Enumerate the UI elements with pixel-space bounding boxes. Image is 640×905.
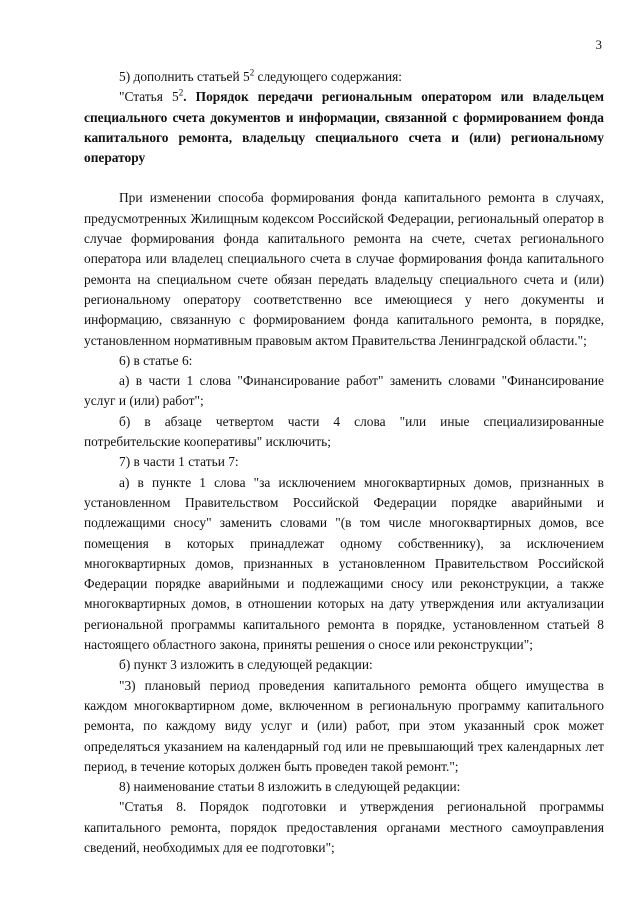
amendment-item-7a: а) в пункте 1 слова "за исключением многоквартирных домов, признанных в установленном Правительством Российской Федерации порядке аварийными и подлежащими сносу" заменить словами "(в том числе многоквартирных домов, все помещения в которых принадлежат одному собственнику), за исключением многоквартирных домов, признанных в установленном Правительством Российской Федерации порядке аварийными и подлежащими сносу или реконструкции, а также многоквартирных домов, в отношении которых на дату утверждения или актуализации региональной программы капитального ремонта в порядке, установленном статьей 8 настоящего областного закона, приняты решения о сносе или реконструкции"; [84, 474, 604, 653]
item-5-superscript: 2 [249, 67, 255, 78]
amendment-item-8-text: "Статья 8. Порядок подготовки и утверждения региональной программы капитального ремонта, порядок предоставления органами местного самоуправления сведений, необходимых для ее подготовки"; [84, 799, 604, 855]
item-5-text-before: 5) дополнить статьей 5 [119, 69, 250, 84]
amendment-item-6b: б) в абзаце четвертом части 4 слова "или иные специализированные потребительские кооперативы" исключить; [84, 413, 604, 450]
item-5-text-after: следующего содержания: [254, 69, 403, 84]
article-heading-title: . Порядок передачи региональным оператором или владельцем специального счета документов и информации, связанной с формированием фонда капитального ремонта, владельцу специального счета и (или) региональному оператору [84, 89, 604, 166]
amendment-item-6a: а) в части 1 слова "Финансирование работ" заменить словами "Финансирование услуг и (или) работ"; [84, 373, 604, 409]
spacer [84, 168, 604, 188]
document-body [84, 67, 604, 858]
amendment-item-6: 6) в статье 6: [119, 352, 193, 368]
amendment-item-7b-text: "3) плановый период проведения капитального ремонта общего имущества в каждом многоквартирном доме, включенном в региональную программу капитального ремонта, по каждому виду услуг и (или) работ, при этом указанный срок может определяться указанием на календарный год или не превышающий трех календарных лет период, в течение которых должен быть проведен такой ремонт."; [84, 677, 604, 774]
amendment-item-7b: б) пункт 3 изложить в следующей редакции: [119, 657, 373, 673]
article-body: При изменении способа формирования фонда капитального ремонта в случаях, предусмотренных Жилищным кодексом Российской Федерации, региональный оператор в случае формирования фонда капитального ремонта на счете, счетах регионального оператора или владелец специального счета в случае формирования фонда капитального ремонта на специальном счете обязан передать владельцу специального счета и (или) региональному оператору соответственно все имеющиеся у него документы и информацию, связанную с формированием фонда капитального ремонта, в порядке, установленном нормативным правовым актом Правительства Ленинградской области."; [84, 190, 604, 348]
amendment-item-7: 7) в части 1 статьи 7: [119, 454, 239, 470]
amendment-item-8: 8) наименование статьи 8 изложить в следующей редакции: [119, 779, 461, 795]
article-heading-superscript: 2 [178, 87, 184, 98]
page-number: 3 [595, 37, 602, 52]
amendment-item-5 [84, 67, 604, 87]
article-heading [84, 87, 604, 168]
article-heading-prefix: "Статья 5 [119, 89, 179, 105]
